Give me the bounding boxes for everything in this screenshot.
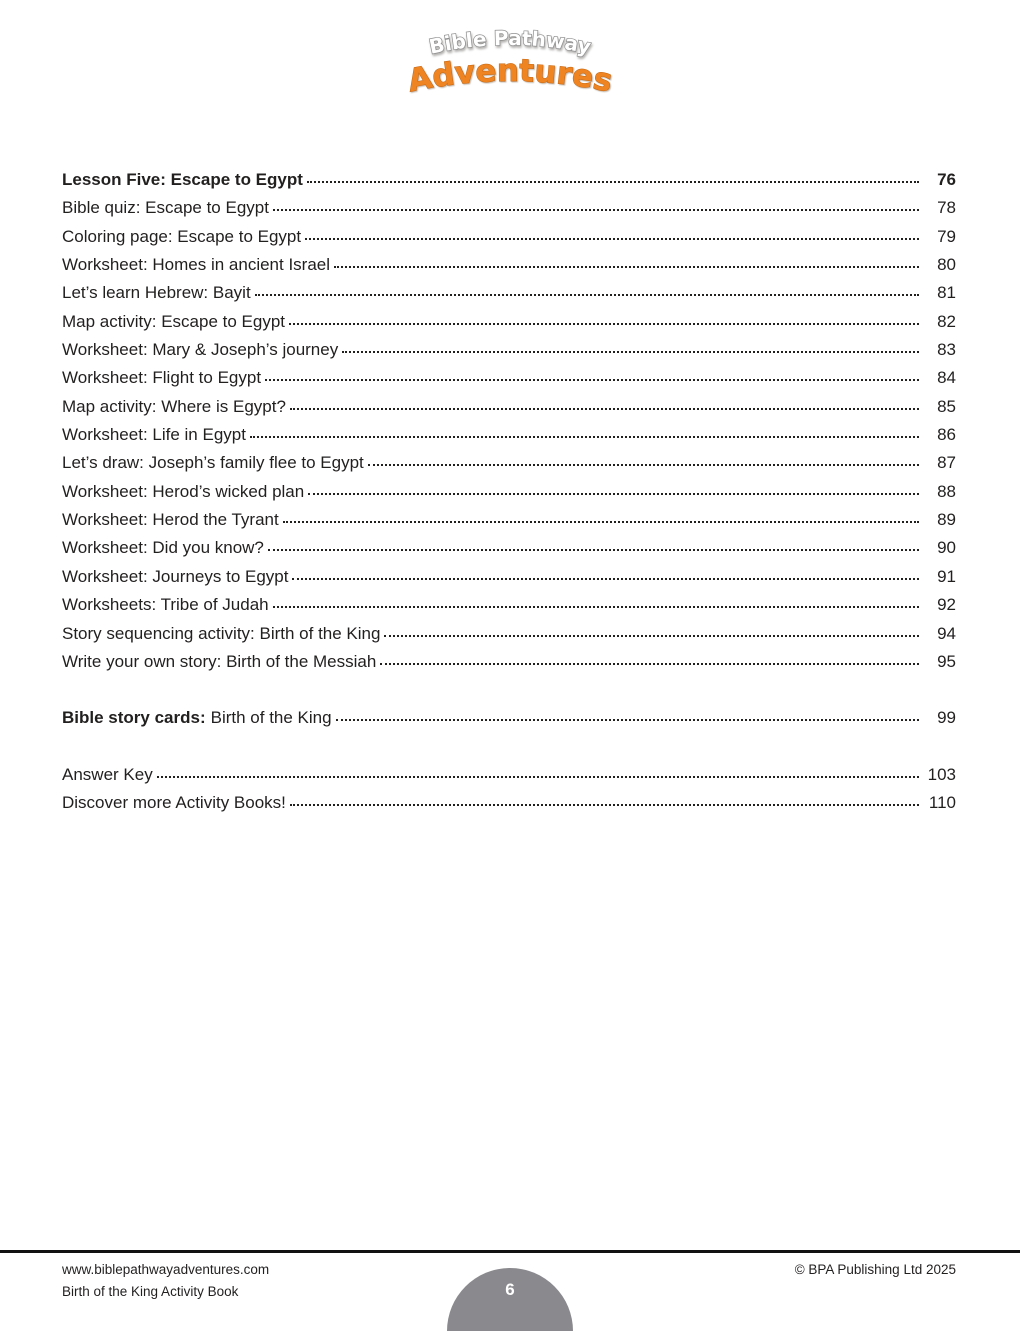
toc-entry-title: Let’s draw: Joseph’s family flee to Egypt [62,453,364,473]
toc-entry-page-number: 76 [937,170,956,189]
toc-entry-title-bold: Bible story cards: [62,708,206,728]
toc-dot-leader [290,408,919,410]
toc-entry-title: Write your own story: Birth of the Messiah [62,651,377,671]
toc-entry [62,449,956,477]
table-of-contents [0,166,1020,818]
toc-entry [62,364,956,392]
toc-entry-page-number: 78 [937,198,956,218]
toc-dot-leader [289,323,919,325]
toc-entry [62,506,956,534]
footer-website: www.biblepathwayadventures.com [62,1262,270,1277]
toc-dot-leader [368,464,919,466]
toc-entry [62,194,956,222]
toc-entry-page-number: 92 [937,595,956,615]
toc-dot-leader [305,238,919,240]
footer-book-title: Birth of the King Activity Book [62,1283,239,1299]
toc-entry-title: Worksheet: Life in Egypt [62,425,246,445]
toc-dot-leader [268,549,919,551]
toc-entry-title: Worksheet: Flight to Egypt [62,368,262,388]
toc-entry [62,223,956,251]
toc-entry [62,478,956,506]
toc-entry [62,421,956,449]
toc-entry [62,393,956,421]
toc-entry [62,591,956,619]
toc-entry-title: Discover more Activity Books! [62,793,286,813]
toc-dot-leader [308,493,919,495]
footer-left-block [62,1259,269,1302]
toc-entry-page-number: 86 [937,425,956,445]
toc-dot-leader [384,635,919,637]
toc-dot-leader [336,719,919,721]
toc-entry-page-number: 83 [937,340,956,360]
toc-entry-page-number: 85 [937,396,956,416]
toc-entry-page-number: 79 [937,226,956,246]
toc-entry-page-number: 103 [927,765,956,785]
toc-dot-leader [273,209,919,211]
toc-entry-page-number: 94 [937,623,956,643]
toc-entry-title: Answer Key [62,765,153,785]
toc-dot-leader [273,606,919,608]
toc-entry-title: Birth of the King [210,708,332,728]
toc-entry-page-number: 110 [928,793,956,813]
toc-entry-page-number: 87 [937,453,956,473]
toc-entry-page-number: 88 [937,481,956,501]
toc-entry [62,761,956,789]
toc-dot-leader [290,804,919,806]
toc-entry-title: Worksheet: Herod the Tyrant [62,510,279,530]
toc-dot-leader [334,266,919,268]
page-footer [0,1250,1020,1331]
logo-line2: Adventures [404,52,616,100]
logo-line1: Bible Pathway [427,25,594,59]
toc-entry-title: Story sequencing activity: Birth of the King [62,623,381,643]
toc-entry-title: Coloring page: Escape to Egypt [62,226,302,246]
toc-dot-leader [255,294,919,296]
toc-entry-page-number: 89 [937,510,956,530]
toc-dot-leader [265,379,919,381]
logo [0,0,1020,106]
toc-dot-leader [157,776,919,778]
toc-entry-page-number: 81 [937,283,956,303]
toc-entry-page-number: 84 [937,368,956,388]
toc-entry [62,534,956,562]
toc-entry-title-bold: Lesson Five: Escape to Egypt [62,170,303,189]
toc-entry [62,166,956,194]
page-number: 6 [505,1280,515,1299]
toc-entry-title: Map activity: Escape to Egypt [62,311,285,331]
toc-entry-page-number: 95 [937,651,956,671]
toc-dot-leader [307,181,919,183]
toc-dot-leader [283,521,919,523]
toc-entry [62,789,956,817]
toc-entry-page-number: 82 [937,311,956,331]
toc-entry-title: Let’s learn Hebrew: Bayit [62,283,251,303]
toc-entry [62,279,956,307]
toc-entry-title: Worksheet: Did you know? [62,538,264,558]
toc-entry-title: Worksheets: Tribe of Judah [62,595,269,615]
toc-dot-leader [250,436,919,438]
bible-pathway-adventures-logo [394,20,626,106]
toc-entry [62,251,956,279]
toc-entry [62,648,956,676]
toc-entry-title: Worksheet: Journeys to Egypt [62,566,289,586]
toc-entry [62,336,956,364]
toc-dot-leader [292,578,919,580]
toc-entry-title: Worksheet: Herod’s wicked plan [62,481,305,501]
toc-entry-title: Worksheet: Homes in ancient Israel [62,255,331,275]
toc-entry-page-number: 80 [937,255,956,275]
footer-divider [0,1250,1020,1253]
footer-copyright: © BPA Publishing Ltd 2025 [794,1262,956,1277]
toc-entry-page-number: 91 [937,566,956,586]
toc-entry-page-number: 90 [937,538,956,558]
toc-entry [62,308,956,336]
toc-entry-title: Map activity: Where is Egypt? [62,396,286,416]
toc-dot-leader [380,663,919,665]
toc-entry [62,704,956,732]
toc-entry-page-number: 99 [937,708,956,728]
toc-entry [62,563,956,591]
toc-entry-title: Worksheet: Mary & Joseph’s journey [62,340,339,360]
toc-dot-leader [342,351,919,353]
toc-entry [62,620,956,648]
toc-entry-title: Bible quiz: Escape to Egypt [62,198,269,218]
